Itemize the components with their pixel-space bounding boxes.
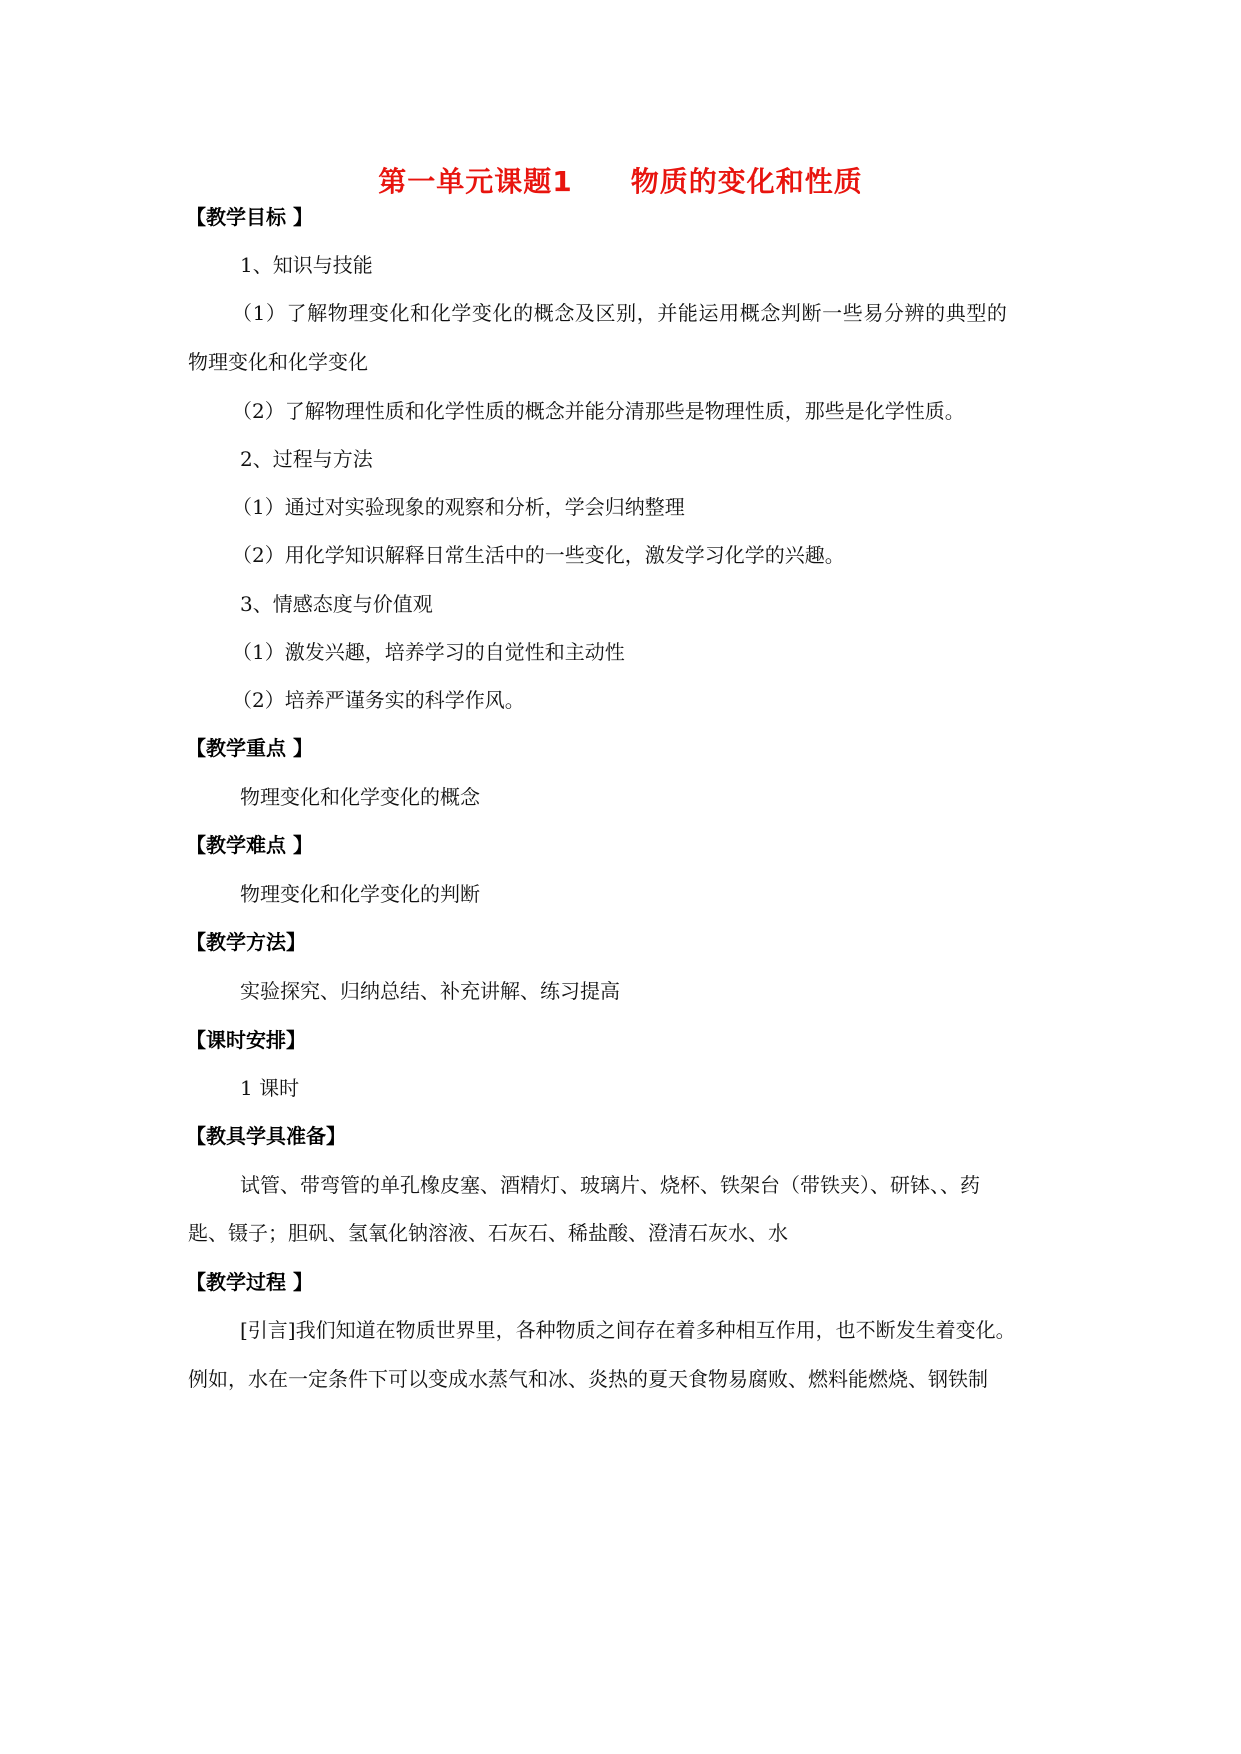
process-line2: 例如，水在一定条件下可以变成水蒸气和冰、炎热的夏天食物易腐败、燃料能燃烧、钢铁制	[188, 1367, 988, 1391]
goal3-item2: （2）培养严谨务实的科学作风。	[232, 688, 525, 712]
goal3-item1: （1）激发兴趣，培养学习的自觉性和主动性	[232, 640, 625, 664]
materials-line1: 试管、带弯管的单孔橡皮塞、酒精灯、玻璃片、烧杯、铁架台（带铁夹）、研钵、、药	[240, 1173, 980, 1197]
section-heading-goals: 【教学目标 】	[186, 205, 313, 229]
goal2-item2: （2）用化学知识解释日常生活中的一些变化，激发学习化学的兴趣。	[232, 543, 845, 567]
schedule-text: 1 课时	[240, 1076, 300, 1100]
key-text: 物理变化和化学变化的概念	[240, 785, 480, 809]
page-title: 第一单元课题1 物质的变化和性质	[378, 165, 863, 198]
goal2-item1: （1）通过对实验现象的观察和分析，学会归纳整理	[232, 495, 685, 519]
goal1-item1-line1: （1）了解物理变化和化学变化的概念及区别，并能运用概念判断一些易分辨的典型的	[232, 301, 1008, 325]
goal1-item1-line2: 物理变化和化学变化	[188, 350, 368, 374]
goal1-item2: （2）了解物理性质和化学性质的概念并能分清那些是物理性质，那些是化学性质。	[232, 399, 965, 423]
goal3-heading: 3、情感态度与价值观	[240, 592, 433, 616]
section-heading-key: 【教学重点 】	[186, 736, 313, 760]
section-heading-schedule: 【课时安排】	[186, 1028, 306, 1052]
section-heading-materials: 【教具学具准备】	[186, 1124, 346, 1148]
difficulty-text: 物理变化和化学变化的判断	[240, 882, 480, 906]
section-heading-difficulty: 【教学难点 】	[186, 833, 313, 857]
section-heading-method: 【教学方法】	[186, 930, 306, 954]
method-text: 实验探究、归纳总结、补充讲解、练习提高	[240, 979, 620, 1003]
section-heading-process: 【教学过程 】	[186, 1270, 313, 1294]
process-line1: [引言]我们知道在物质世界里，各种物质之间存在着多种相互作用，也不断发生着变化。	[240, 1318, 1016, 1342]
goal2-heading: 2、过程与方法	[240, 447, 373, 471]
materials-line2: 匙、镊子；胆矾、氢氧化钠溶液、石灰石、稀盐酸、澄清石灰水、水	[188, 1221, 788, 1245]
goal1-heading: 1、知识与技能	[240, 253, 373, 277]
